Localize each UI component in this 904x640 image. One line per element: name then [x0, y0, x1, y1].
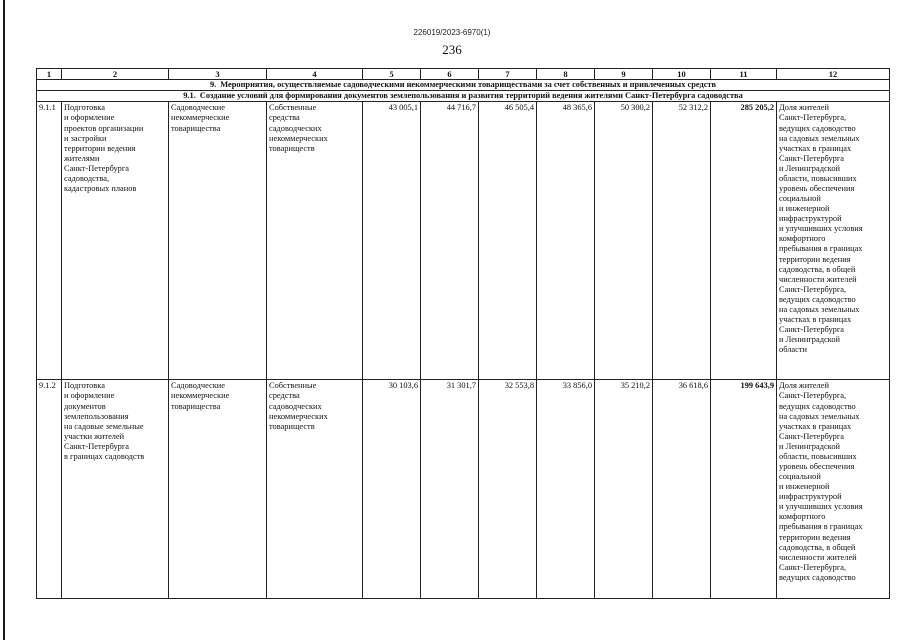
table-row: [37, 380, 890, 599]
row-value-col7: 32 553,8: [479, 380, 537, 599]
row-value-col9: 50 300,2: [595, 102, 653, 380]
program-table: [36, 68, 890, 599]
subsection-title: Создание условий для формирования документов землепользования и развития территорий ведения жителями Санкт-Петербурга садоводства: [199, 91, 743, 101]
page-number: 236: [442, 42, 462, 57]
column-number: 6: [421, 69, 479, 80]
row-value-col5: 30 103,6: [363, 380, 421, 599]
row-funding-source: Собственные средства садоводческих некоммерческих товариществ: [267, 380, 363, 599]
table-row: [37, 102, 890, 380]
row-value-col10: 36 618,6: [653, 380, 711, 599]
column-number: 1: [37, 69, 62, 80]
row-executor: Садоводческие некоммерческие товарищества: [169, 380, 267, 599]
scan-edge-line: [3, 0, 5, 640]
row-code: 9.1.1: [37, 102, 62, 380]
subsection-row: [37, 91, 890, 102]
row-total: 285 205,2: [711, 102, 777, 380]
row-value-col9: 35 210,2: [595, 380, 653, 599]
section-title: Мероприятия, осуществляемые садоводческими некоммерческими товариществами за счет собственных и привлеченных средств: [220, 80, 717, 90]
row-value-col5: 43 005,1: [363, 102, 421, 380]
row-indicator: Доля жителей Санкт-Петербурга, ведущих садоводство на садовых земельных участках в границах Санкт-Петербурга и Ленинградской области, повысивших уровень обеспечения социальной и инженерной инфраструктурой и улучшивших условия комфортного пребывания в границах территории ведения садоводства, в общей численности жителей Санкт-Петербурга, ведущих садоводство: [777, 380, 890, 599]
subsection-heading: [37, 91, 890, 102]
row-name: Подготовка и оформление документов землепользования на садовые земельные участки жителей Санкт-Петербурга в границах садоводств: [62, 380, 169, 599]
column-number: 12: [777, 69, 890, 80]
row-executor: Садоводческие некоммерческие товарищества: [169, 102, 267, 380]
row-indicator: Доля жителей Санкт-Петербурга, ведущих садоводство на садовых земельных участках в границах Санкт-Петербурга и Ленинградской области, повысивших уровень обеспечения социальной и инженерной инфраструктурой и улучшивших условия комфортного пребывания в границах территории ведения садоводства, в общей численности жителей Санкт-Петербурга, ведущих садоводство на садовых земельных участках в границах Санкт-Петербурга и Ленинградской области: [777, 102, 890, 380]
row-code: 9.1.2: [37, 380, 62, 599]
column-number: 4: [267, 69, 363, 80]
column-number-row: [37, 69, 890, 80]
column-number: 9: [595, 69, 653, 80]
row-funding-source: Собственные средства садоводческих некоммерческих товариществ: [267, 102, 363, 380]
column-number: 2: [62, 69, 169, 80]
column-number: 7: [479, 69, 537, 80]
row-value-col7: 46 505,4: [479, 102, 537, 380]
row-value-col8: 33 856,0: [537, 380, 595, 599]
row-value-col10: 52 312,2: [653, 102, 711, 380]
row-value-col6: 44 716,7: [421, 102, 479, 380]
row-total: 199 643,9: [711, 380, 777, 599]
column-number: 3: [169, 69, 267, 80]
column-number: 10: [653, 69, 711, 80]
subsection-number: 9.1.: [183, 91, 196, 101]
row-value-col8: 48 365,6: [537, 102, 595, 380]
section-heading: [37, 80, 890, 91]
row-name: Подготовка и оформление проектов организации и застройки территории ведения жителями Санкт-Петербурга садоводства, кадастровых планов: [62, 102, 169, 380]
column-number: 5: [363, 69, 421, 80]
column-number: 11: [711, 69, 777, 80]
document-id: 226019/2023-6970(1): [413, 28, 491, 37]
section-row: [37, 80, 890, 91]
row-value-col6: 31 301,7: [421, 380, 479, 599]
section-number: 9.: [209, 80, 217, 90]
column-number: 8: [537, 69, 595, 80]
